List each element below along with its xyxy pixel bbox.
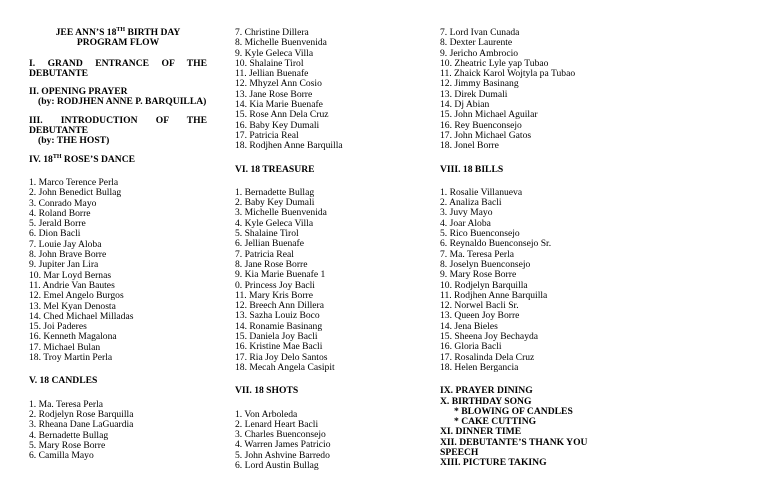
list-item: 8. Dexter Laurente <box>440 37 513 49</box>
list-item: 13. Sazha Louiz Boco <box>235 310 320 322</box>
candles-list-part-2 <box>235 28 413 152</box>
bills-list <box>440 188 618 373</box>
section-1-heading: I. GRAND ENTRANCE OF THE <box>29 57 207 69</box>
list-item: 15. John Michael Aguilar <box>440 109 538 121</box>
list-item: 2. Rodjelyn Rose Barquilla <box>29 408 134 420</box>
list-item: 11. Andrie Van Bautes <box>29 279 115 291</box>
list-item: 1. Marco Terence Perla <box>29 176 119 188</box>
list-item: 17. Michael Bulan <box>29 341 101 353</box>
list-item: 7. Patricia Real <box>235 248 294 260</box>
section-5-heading: V. 18 CANDLES <box>29 375 98 387</box>
list-item: 11. Zhaick Karol Wojtyla pa Tubao <box>440 68 576 80</box>
list-item: 13. Mel Kyan Denosta <box>29 300 116 312</box>
list-item: 18. Rodjhen Anne Barquilla <box>235 140 343 152</box>
shots-list-part-2 <box>440 28 618 152</box>
list-item: 10. Shalaine Tirol <box>235 57 304 69</box>
list-item: 11. Jellian Buenafe <box>235 68 309 80</box>
list-item: 5. Mary Rose Borre <box>29 439 106 451</box>
title-superscript: TH <box>116 26 126 33</box>
list-item: 6. Lord Austin Bullag <box>235 459 319 471</box>
list-item: 7. Lord Ivan Cunada <box>440 27 520 38</box>
list-item: 15. Joi Paderes <box>29 321 87 333</box>
list-item: 2. Analiza Bacli <box>440 197 502 209</box>
section-3-heading: III. INTRODUCTION OF THE <box>29 114 207 126</box>
section-10-item-cake: * CAKE CUTTING <box>454 416 537 428</box>
list-item: 13. Queen Joy Borre <box>440 310 520 322</box>
list-item: 15. Rose Ann Dela Cruz <box>235 109 329 121</box>
section-4-prefix: IV. 18 <box>29 153 53 165</box>
list-item: 3. Conrado Mayo <box>29 197 97 209</box>
list-item: 16. Kenneth Magalona <box>29 331 117 343</box>
section-10-item-candles: * BLOWING OF CANDLES <box>454 405 573 417</box>
list-item: 9. Jericho Ambrocio <box>440 47 519 59</box>
list-item: 0. Princess Joy Bacli <box>235 279 315 291</box>
list-item: 11. Mary Kris Borre <box>235 289 313 301</box>
list-item: 3. Juvy Mayo <box>440 207 493 219</box>
list-item: 14. Ched Michael Milladas <box>29 310 134 322</box>
treasures-list <box>235 188 413 373</box>
shots-list-part-1 <box>235 410 413 472</box>
list-item: 16. Kristine Mae Bacli <box>235 341 323 353</box>
list-item: 15. Sheena Joy Bechayda <box>440 331 539 343</box>
list-item: 1. Ma. Teresa Perla <box>29 398 104 410</box>
list-item: 8. Joselyn Buenconsejo <box>440 258 531 270</box>
section-4-suffix: ROSE’S DANCE <box>61 153 136 165</box>
list-item: 15. Daniela Joy Bacli <box>235 331 318 343</box>
list-item: 4. Bernadette Bullag <box>29 429 109 441</box>
list-item: 16. Gloria Bacli <box>440 341 502 353</box>
list-item: 5. John Ashvine Barredo <box>235 449 330 461</box>
list-item: 12. Jimmy Basinang <box>440 78 519 90</box>
section-4-heading <box>29 155 207 165</box>
list-item: 2. John Benedict Bullag <box>29 187 122 199</box>
list-item: 18. Mecah Angela Casipit <box>235 361 335 373</box>
section-1-heading-cont: DEBUTANTE <box>29 67 88 79</box>
list-item: 18. Jonel Borre <box>440 140 499 152</box>
section-12-heading-cont: SPEECH <box>440 446 479 458</box>
list-item: 9. Kyle Geleca Villa <box>235 47 314 59</box>
list-item: 4. Roland Borre <box>29 207 91 219</box>
list-item: 7. Louie Jay Aloba <box>29 238 102 250</box>
title-text-end: BIRTH DAY <box>125 27 181 38</box>
list-item: 9. Jupiter Jan Lira <box>29 259 99 271</box>
list-item: 7. Christine Dillera <box>235 27 309 38</box>
list-item: 4. Warren James Patricio <box>235 439 331 451</box>
list-item: 3. Charles Buenconsejo <box>235 429 326 441</box>
column-2 <box>235 28 413 471</box>
list-item: 14. Kia Marie Buenafe <box>235 99 323 111</box>
list-item: 14. Jena Bieles <box>440 320 498 332</box>
list-item: 12. Breech Ann Dillera <box>235 300 324 312</box>
list-item: 16. Baby Key Dumali <box>235 119 320 131</box>
column-1 <box>29 28 207 461</box>
list-item: 3. Rheana Dane LaGuardia <box>29 419 134 431</box>
list-item: 1. Von Arboleda <box>235 408 298 420</box>
list-item: 2. Lenard Heart Bacli <box>235 418 319 430</box>
list-item: 10. Mar Loyd Bernas <box>29 269 112 281</box>
section-13-heading: XIII. PICTURE TAKING <box>440 457 547 469</box>
list-item: 6. Camilla Mayo <box>29 450 94 462</box>
section-3-heading-cont: DEBUTANTE <box>29 125 88 137</box>
section-12-heading: XII. DEBUTANTE’S THANK YOU <box>440 436 588 448</box>
list-item: 13. Jane Rose Borre <box>235 88 313 100</box>
list-item: 8. Jane Rose Borre <box>235 258 308 270</box>
list-item: 14. Dj Abian <box>440 99 490 111</box>
list-item: 18. Troy Martin Perla <box>29 352 113 364</box>
section-6-heading: VI. 18 TREASURE <box>235 163 315 175</box>
list-item: 18. Helen Bergancia <box>440 361 519 373</box>
list-item: 4. Kyle Geleca Villa <box>235 217 314 229</box>
list-item: 1. Bernadette Bullag <box>235 186 315 198</box>
list-item: 12. Emel Angelo Burgos <box>29 290 124 302</box>
section-3-by: (by: THE HOST) <box>38 135 110 147</box>
list-item: 10. Rodjelyn Barquilla <box>440 279 528 291</box>
section-11-heading: XI. DINNER TIME <box>440 426 522 438</box>
section-2-heading: II. OPENING PRAYER <box>29 86 128 98</box>
list-item: 7. Ma. Teresa Perla <box>440 248 515 260</box>
list-item: 16. Rey Buenconsejo <box>440 119 522 131</box>
section-7-heading: VII. 18 SHOTS <box>235 385 299 397</box>
list-item: 8. John Brave Borre <box>29 249 107 261</box>
document-subtitle: PROGRAM FLOW <box>76 37 160 49</box>
list-item: 11. Rodjhen Anne Barquilla <box>440 289 548 301</box>
list-item: 10. Zheatric Lyle yap Tubao <box>440 57 549 69</box>
list-item: 9. Kia Marie Buenafe 1 <box>235 269 326 281</box>
list-item: 17. Rosalinda Dela Cruz <box>440 351 535 363</box>
list-item: 5. Jerald Borre <box>29 218 86 230</box>
section-4-superscript: TH <box>52 153 62 160</box>
list-item: 14. Ronamie Basinang <box>235 320 323 332</box>
list-item: 5. Shalaine Tirol <box>235 228 299 240</box>
list-item: 2. Baby Key Dumali <box>235 197 315 209</box>
list-item: 17. John Michael Gatos <box>440 129 532 141</box>
list-item: 13. Direk Dumali <box>440 88 508 100</box>
list-item: 9. Mary Rose Borre <box>440 269 517 281</box>
list-item: 5. Rico Buenconsejo <box>440 228 520 240</box>
list-item: 12. Norwel Bacli Sr. <box>440 300 519 312</box>
section-2-by: (by: RODJHEN ANNE P. BARQUILLA) <box>38 96 207 108</box>
section-8-heading: VIII. 18 BILLS <box>440 163 504 175</box>
title-text: JEE ANN’S 18 <box>55 27 117 38</box>
column-3 <box>440 28 618 469</box>
list-item: 17. Patricia Real <box>235 129 299 141</box>
section-10-heading: X. BIRTHDAY SONG <box>440 395 532 407</box>
list-item: 12. Mhyzel Ann Cosio <box>235 78 322 90</box>
candles-list-part-1 <box>29 400 207 462</box>
list-item: 6. Dion Bacli <box>29 228 81 240</box>
list-item: 6. Jellian Buenafe <box>235 238 304 250</box>
roses-list <box>29 178 207 363</box>
list-item: 4. Joar Aloba <box>440 217 491 229</box>
section-9-heading: IX. PRAYER DINING <box>440 385 533 397</box>
list-item: 3. Michelle Buenvenida <box>235 207 327 219</box>
list-item: 17. Ria Joy Delo Santos <box>235 351 328 363</box>
list-item: 8. Michelle Buenvenida <box>235 37 327 49</box>
list-item: 1. Rosalie Villanueva <box>440 186 523 198</box>
list-item: 6. Reynaldo Buenconsejo Sr. <box>440 238 552 250</box>
